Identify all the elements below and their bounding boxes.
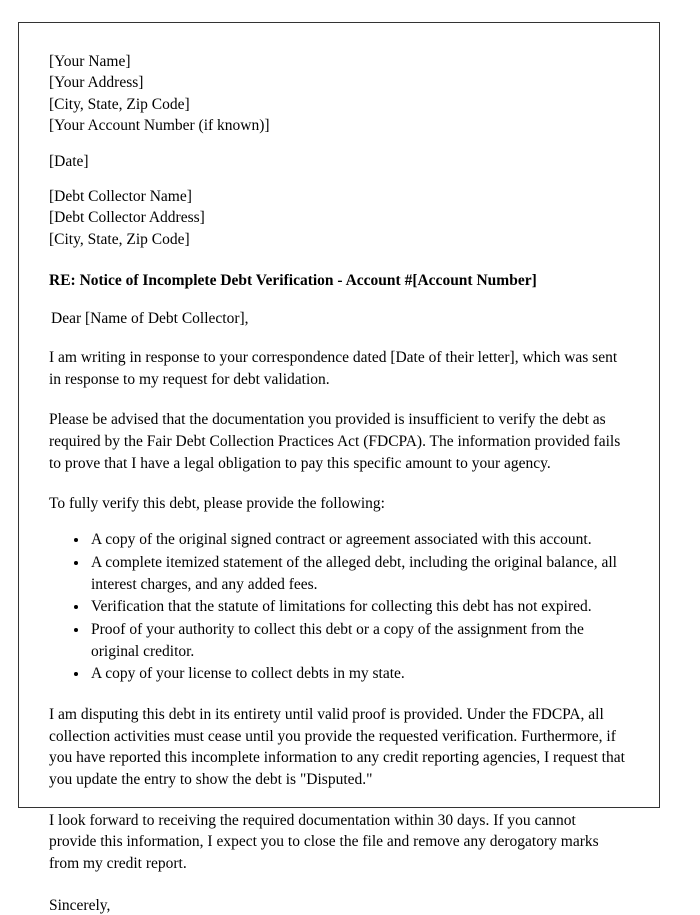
recipient-address-block bbox=[49, 186, 625, 250]
recipient-line-1: [Debt Collector Name] bbox=[49, 187, 192, 205]
sign-off: Sincerely, bbox=[49, 896, 111, 914]
letter-page bbox=[18, 22, 660, 914]
closing-paragraph-1: I am disputing this debt in its entirety until valid proof is provided. Under the FDCPA, all collection activities must cease until you provide the requested verification. Furthermore, if you have reported this incomplete information to any credit reporting agencies, I request that you update the entry to show the debt is "Disputed." bbox=[49, 705, 625, 788]
list-item: • Proof of your authority to collect this debt or a copy of the assignment from the original creditor. bbox=[89, 619, 625, 662]
sender-line-3: [City, State, Zip Code] bbox=[49, 95, 190, 113]
recipient-line-2: [Debt Collector Address] bbox=[49, 209, 205, 227]
spacer-after-sender bbox=[49, 137, 625, 151]
sender-line-4: [Your Account Number (if known)] bbox=[49, 117, 270, 135]
salutation: Dear [Name of Debt Collector], bbox=[51, 310, 249, 327]
date-block bbox=[49, 151, 625, 172]
list-item: • Verification that the statute of limitations for collecting this debt has not expired. bbox=[89, 596, 625, 618]
requirements-list bbox=[49, 529, 625, 685]
list-item: • A copy of the original signed contract or agreement associated with this account. bbox=[89, 529, 625, 551]
list-item: • A copy of your license to collect debts in my state. bbox=[89, 663, 625, 685]
letter-body bbox=[19, 23, 659, 915]
paragraph-1: I am writing in response to your correspondence dated [Date of their letter], which was sent in response to my request for debt validation. bbox=[49, 349, 618, 388]
recipient-line-3: [City, State, Zip Code] bbox=[49, 230, 190, 248]
sender-line-2: [Your Address] bbox=[49, 74, 144, 92]
sender-address-block bbox=[49, 51, 625, 137]
spacer-after-date bbox=[49, 172, 625, 186]
paragraph-2: Please be advised that the documentation you provided is insufficient to verify the debt as required by the Fair Debt Collection Practices Act (FDCPA). The information provided fails to prove that I have a legal obligation to pay this specific amount to your agency. bbox=[49, 411, 621, 472]
list-item: • A complete itemized statement of the alleged debt, including the original balance, all interest charges, and any added fees. bbox=[89, 552, 625, 595]
subject-line: RE: Notice of Incomplete Debt Verification - Account #[Account Number] bbox=[49, 272, 537, 289]
sender-line-1: [Your Name] bbox=[49, 53, 131, 70]
date-line: [Date] bbox=[49, 152, 89, 170]
paragraph-3: To fully verify this debt, please provide the following: bbox=[49, 495, 385, 513]
closing-paragraph-2: I look forward to receiving the required documentation within 30 days. If you cannot provide this information, I expect you to close the file and remove any derogatory marks from my credit report. bbox=[49, 811, 599, 873]
